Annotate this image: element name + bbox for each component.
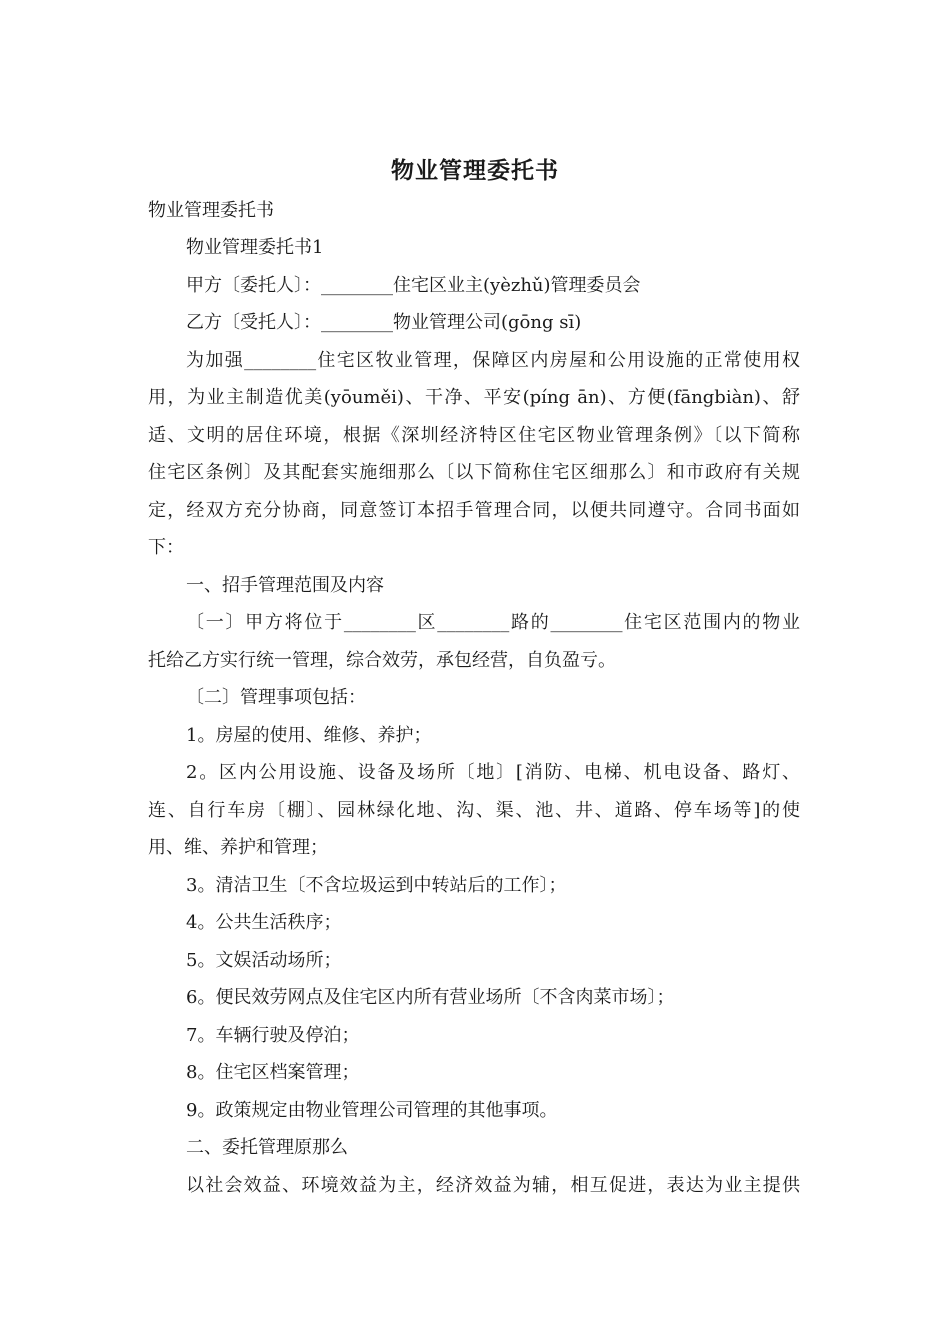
paragraph-line: 以社会效益、环境效益为主，经济效益为辅，相互促进，表达为业主提供 [186,1175,800,1196]
section-heading: 一、招手管理范围及内容 [186,575,384,596]
list-item: 6。便民效劳网点及住宅区内所有营业场所〔不含肉菜市场〕； [186,987,675,1008]
section-heading: 二、委托管理原那么 [186,1137,348,1158]
paragraph-line: 定，经双方充分协商，同意签订本招手管理合同，以便共同遵守。合同书面如 [148,500,800,521]
list-item-continuation: 用、维、养护和管理； [148,837,328,858]
list-item: 3。清洁卫生〔不含垃圾运到中转站后的工作〕； [186,875,567,896]
list-item: 2。区内公用设施、设备及场所〔地〕[消防、电梯、机电设备、路灯、 [186,762,800,783]
paragraph-line: 用，为业主制造优美(yōuměi)、干净、平安(píng ān)、方便(fāngbiàn)、舒 [148,387,800,408]
paragraph-line: 下： [148,537,184,558]
list-item-continuation: 连、自行车房〔棚〕、园林绿化地、沟、渠、池、井、道路、停车场等]的使 [148,800,800,821]
list-item: 4。公共生活秩序； [186,912,342,933]
list-item: 9。政策规定由物业管理公司管理的其他事项。 [186,1100,558,1121]
party-b-line: 乙方〔受托人〕：________物业管理公司(gōng sī) [186,312,582,333]
paragraph-line: 住宅区条例〕及其配套实施细那么〔以下简称住宅区细那么〕和市政府有关规 [148,462,800,483]
list-item: 8。住宅区档案管理； [186,1062,360,1083]
list-item: 7。车辆行驶及停泊； [186,1025,360,1046]
subsection-heading: 〔二〕管理事项包括： [186,687,366,708]
paragraph-line: 适、文明的居住环境，根据《深圳经济特区住宅区物业管理条例》〔以下简称 [148,425,800,446]
doc-heading-line: 物业管理委托书 [148,200,274,221]
party-a-line: 甲方〔委托人〕：________住宅区业主(yèzhǔ)管理委员会 [186,275,641,296]
document-title: 物业管理委托书 [391,158,559,184]
list-item: 5。文娱活动场所； [186,950,342,971]
doc-subheading-line: 物业管理委托书1 [186,237,324,258]
paragraph-line: 托给乙方实行统一管理，综合效劳，承包经营，自负盈亏。 [148,650,616,671]
paragraph-line: 为加强________住宅区牧业管理，保障区内房屋和公用设施的正常使用权 [186,350,800,371]
paragraph-line: 〔一〕甲方将位于________区________路的________住宅区范围内的物业 [186,612,800,633]
list-item: 1。房屋的使用、维修、养护； [186,725,432,746]
